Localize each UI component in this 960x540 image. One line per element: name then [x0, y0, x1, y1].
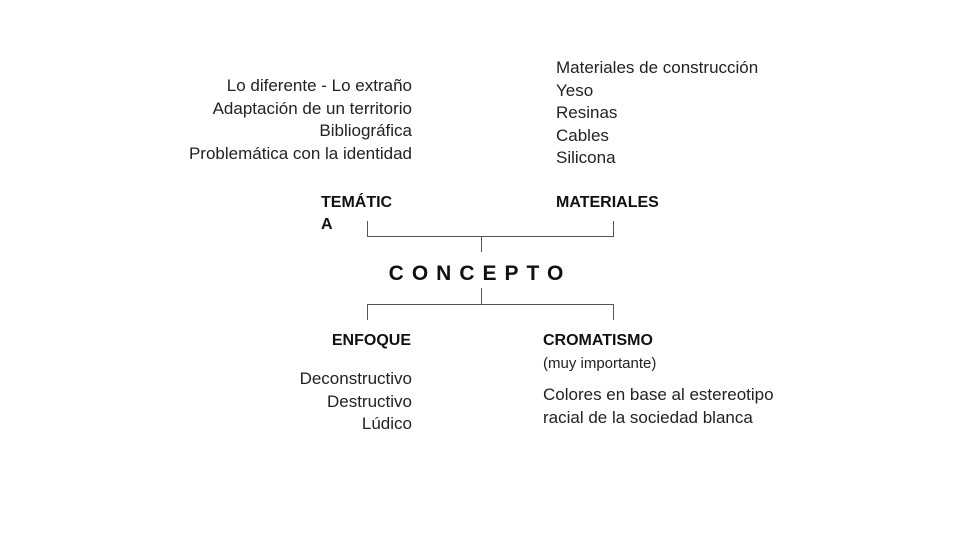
tematica-item: Bibliográfica — [319, 121, 412, 140]
materiales-item: Materiales de construcción — [556, 58, 759, 77]
materiales-heading: MATERIALES — [556, 194, 659, 211]
materiales-item: Silicona — [556, 148, 616, 167]
tematica-item: Adaptación de un territorio — [212, 98, 412, 118]
enfoque-item: Lúdico — [361, 414, 412, 433]
cromatismo-description-line: racial de la sociedad blanca — [543, 407, 753, 427]
tematica-heading-line: TEMÁTIC — [321, 194, 393, 211]
bottom-bracket — [368, 305, 614, 321]
concepto-title: CONCEPTO — [388, 262, 572, 285]
materiales-item: Resinas — [556, 103, 618, 122]
enfoque-heading: ENFOQUE — [331, 332, 411, 349]
enfoque-item: Destructivo — [326, 391, 412, 411]
tematica-item: Problemática con la identidad — [188, 143, 412, 163]
top-bracket — [368, 221, 614, 237]
enfoque-list — [112, 368, 412, 436]
tematica-heading-line: A — [321, 216, 333, 233]
cromatismo-heading: CROMATISMO — [543, 332, 653, 349]
tematica-item: Lo diferente - Lo extraño — [226, 76, 412, 95]
materiales-item: Cables — [556, 125, 609, 145]
enfoque-item: Deconstructivo — [299, 369, 412, 388]
cromatismo-description — [543, 384, 843, 429]
cromatismo-note: (muy importante) — [543, 355, 657, 372]
cromatismo-description-line: Colores en base al estereotipo — [543, 385, 774, 404]
materiales-item: Yeso — [556, 80, 594, 100]
